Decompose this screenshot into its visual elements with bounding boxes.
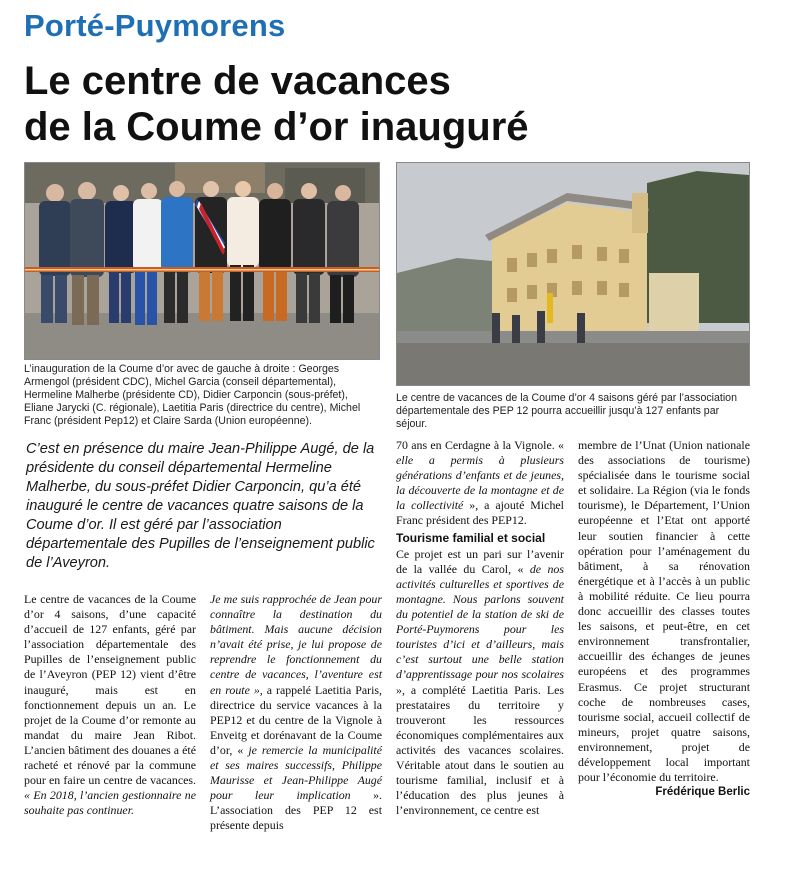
article-column-4	[578, 438, 750, 800]
building-photo	[396, 162, 750, 386]
headline-line-2: de la Coume d’or inauguré	[24, 105, 529, 149]
building-photo-caption: Le centre de vacances de la Coume d’or 4 saisons géré par l’association départementale des PEP 12 pourra accueillir jusqu’à 127 enfants par séjour.	[396, 392, 737, 430]
body-text: », a ajouté Michel Franc président des PEP12.	[396, 498, 564, 528]
body-text: Ce projet est un pari sur l’avenir de la vallée du Carol, «	[396, 546, 564, 576]
quote-text: de nos activités culturelles et sportives de montagne. Nous parlons souvent du potentiel de la station de ski de Porté-Puymorens pour les touristes d’ici et d’ailleurs, mais c’est surtout une belle station d’apprentissage pour nos scolaires	[396, 561, 564, 682]
body-text: a rappelé Laetitia Paris, directrice du service vacances à la PEP12 et du centre de la Vignole à Enveitg et dorénavant de la Coume d’or, «	[210, 682, 382, 757]
section-subhead: Tourisme familial et social	[396, 530, 546, 545]
article-column-1	[24, 592, 196, 818]
author-signature: Frédérique Berlic	[655, 786, 750, 799]
quote-text: elle a permis à plusieurs générations d’enfants et de jeunes, la découverte de la montagne et de la collectivité	[396, 453, 564, 513]
article-headline	[24, 58, 529, 150]
body-text: Le centre de vacances de la Coume d’or 4 saisons, d’une capacité d’accueil de 127 enfants, géré par l’association départementale des Pupilles de l’enseignement public de l’Aveyron (PEP 12) vient d’être inauguré, mais est en fonctionnement depuis un an. Le projet de la Coume d’or remonte au mandat du maire Jean Ribot. L’ancien bâtiment des douanes a été racheté et rénové par la commune pour en faire un centre de vacances.	[24, 592, 196, 788]
quote-text: « En 2018, l’ancien gestionnaire ne souhaite pas continuer.	[24, 788, 196, 818]
article-column-2	[210, 592, 382, 834]
inauguration-photo	[24, 162, 380, 360]
section-kicker: Porté-Puymorens	[24, 8, 286, 43]
paragraph	[210, 592, 382, 834]
body-text: », a complété Laetitia Paris. Les prestataires du territoire y trouveront les ressources économiques complémentaires aux activités des vacances scolaires. Véritable atout dans le soutien au tourisme familial, inclusif et à l’éducation des plus jeunes à l’environnement, ce centre est	[396, 682, 564, 818]
quote-text: Je me suis rapprochée de Jean pour connaître la destination du bâtiment. Mais aucune décision n’avait été prise, je lui propose de reprendre le fonctionnement du centre de vacances, l’aventure est en route »,	[210, 592, 382, 697]
inauguration-photo-caption: L’inauguration de la Coume d’or avec de gauche à droite : Georges Armengol (président CDC), Michel Garcia (conseil départemental), Hermeline Malherbe (présidente CD), Didier Carponcin (sous-préfet), Eliane Jarycki (C. régionale), Laetitia Paris (directrice du centre), Michel Franc (président Pep12) et Claire Sarda (Union européenne).	[24, 363, 361, 427]
lead-paragraph: C’est en présence du maire Jean-Philippe Augé, de la présidente du conseil départemental Hermeline Malherbe, du sous-préfet Didier Carponcin, qu’a été inauguré le centre de vacances quatre saisons de la Coume d’or. Il est géré par l’association départementale des Pupilles de l’enseignement public de l’Aveyron.	[26, 441, 375, 571]
body-text: ». L’association des PEP 12 est présente depuis	[210, 788, 382, 833]
body-text: 70 ans en Cerdagne à la Vignole. «	[396, 438, 564, 452]
paragraph	[396, 547, 564, 819]
headline-line-1: Le centre de vacances	[24, 59, 451, 103]
quote-text: je remercie la municipalité et ses maires successifs, Philippe Maurisse et Jean-Philippe Augé pour leur implication	[210, 742, 383, 803]
paragraph	[396, 438, 564, 529]
paragraph: membre de l’Unat (Union nationale des associations de tourisme) spécialisée dans le tourisme social et solidaire. La Région (via le fonds tourisme), le Département, l’Union européenne et l’Etat ont apporté leur soutien financier à cette opération pour l’aménagement du bâtiment, à sa rénovation énergétique et à l’accès à un public à mobilité réduite. Ce lieu pourra donc accueillir des classes toutes les saisons, et peut-être, en cet environnement transfrontalier, accueillir des échanges de jeunes européens et des programmes Erasmus. Ce projet structurant coche de nombreuses cases, tourisme social, accueil collectif de mineurs, projet quatre saisons, environnement, projet de développement local important pour l’économie du territoire.	[578, 438, 750, 785]
paragraph	[24, 592, 196, 818]
article-column-3	[396, 438, 564, 818]
